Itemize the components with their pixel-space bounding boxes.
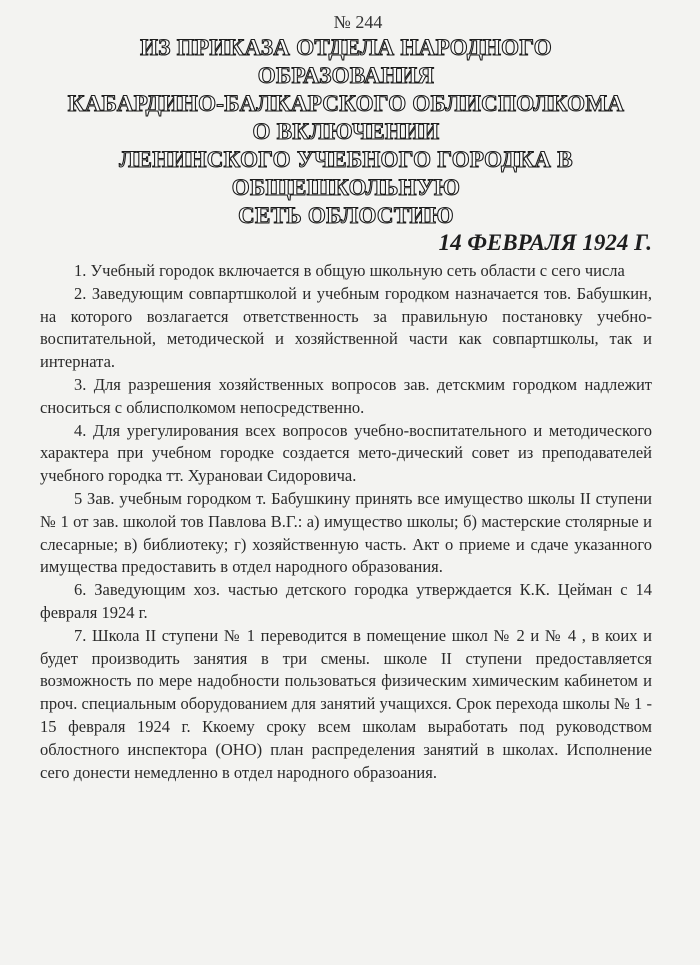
title-line: КАБАРДИНО-БАЛКАРСКОГО ОБЛИСПОЛКОМА — [67, 91, 625, 116]
paragraph-4: 4. Для урегулирования всех вопросов учебно-воспитательного и методического характера при учебном городке создается мето-дический совет из преподавателей учебного городка тт. Хурановаи Сидоровича. — [40, 420, 652, 486]
title-line: ОБРАЗОВАНИЯ — [257, 63, 435, 88]
title-line: СЕТЬ ОБЛОСТИЮ — [238, 203, 454, 228]
title-line: ЛЕНИНСКОГО УЧЕБНОГО ГОРОДКА В — [119, 147, 573, 172]
paragraph-5: 5 Зав. учебным городком т. Бабушкину принять все имущество школы II ступени № 1 от зав. школой тов Павлова В.Г.: а) имущество школы; б) мастерские столярные и слесарные; в) библиотеку; г) хозяйственную часть. Акт о приеме и сдаче указанного имущества предоставить в отдел народного образования. — [40, 488, 652, 577]
title-line: ОБЩЕШКОЛЬНУЮ — [231, 175, 461, 200]
document-number: № 244 — [333, 12, 383, 32]
title-line: ИЗ ПРИКАЗА ОТДЕЛА НАРОДНОГО — [140, 35, 552, 60]
paragraph-7: 7. Школа II ступени № 1 переводится в помещение школ № 2 и № 4 , в коих и будет производить занятия в три смены. школе II ступени предоставляется возможность по мере надобности пользоваться физическим химическим кабинетом и проч. специальным оборудованием для занятий учащихся. Срок перехода школы № 1 - 15 февраля 1924 г. Ккоему сроку всем школам выработать под руководством облостного инспектора (ОНО) план распределения занятий в школах. Исполнение сего донести немедленно в отдел народного образоания. — [40, 625, 652, 782]
paragraph-6: 6. Заведующим хоз. частью детского городка утверждается К.К. Цейман с 14 февраля 1924 г. — [40, 580, 652, 622]
document-title — [40, 34, 652, 230]
document-date: 14 ФЕВРАЛЯ 1924 Г. — [438, 230, 652, 255]
document-body — [40, 260, 652, 784]
paragraph-3: 3. Для разрешения хозяйственных вопросов зав. детскмим городком надлежит сноситься с облисполкомом непосредственно. — [40, 374, 652, 417]
paragraph-2: 2. Заведующим совпартшколой и учебным городком назначается тов. Бабушкин, на которого возлагается ответственность за правильную постановку учебно-воспитательной, методической и хозяйственной части как совпартшколы, так и интерната. — [40, 283, 652, 372]
title-line: О ВКЛЮЧЕНИИ — [252, 119, 440, 144]
paragraph-1: 1. Учебный городок включается в общую школьную сеть области с сего числа — [74, 261, 625, 280]
